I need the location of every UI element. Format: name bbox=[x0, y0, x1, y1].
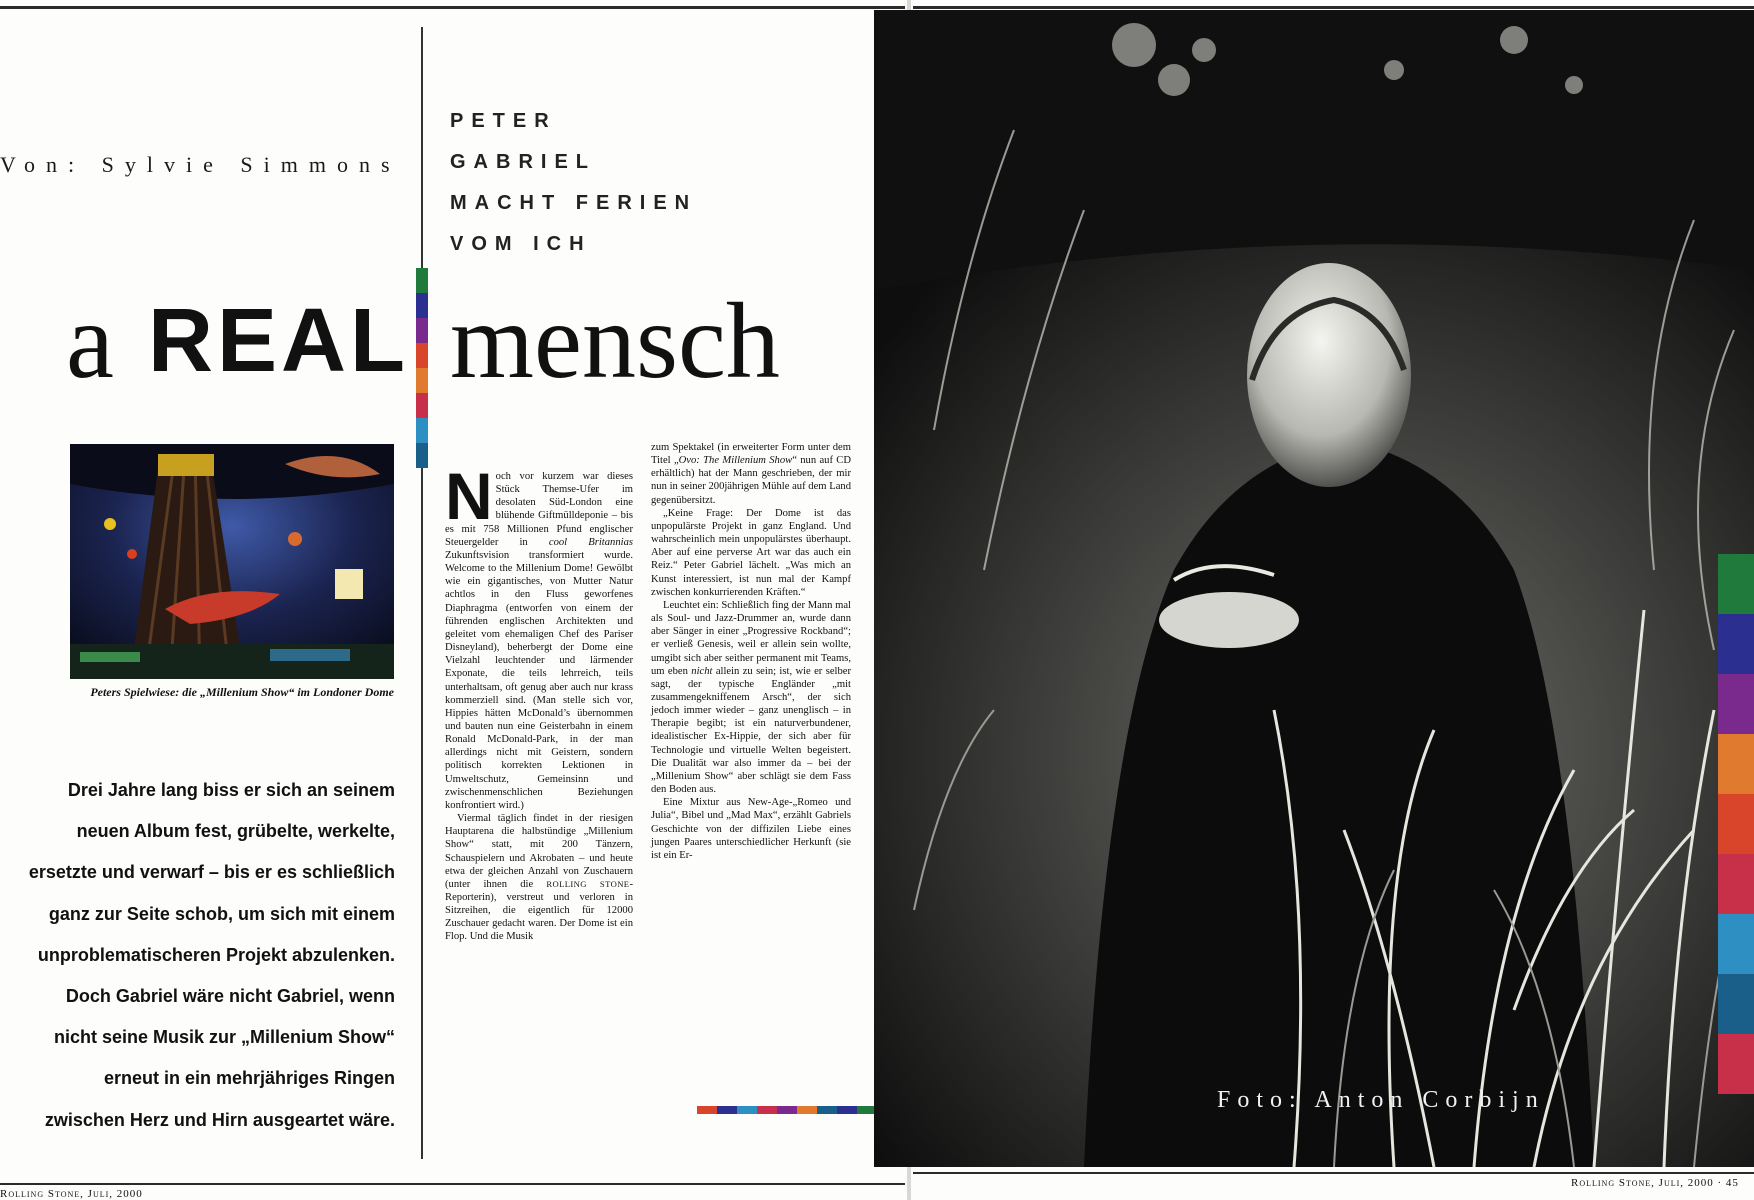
color-swatch bbox=[1718, 794, 1754, 854]
dome-show-photo bbox=[70, 444, 394, 679]
intro-line: neuen Album fest, grübelte, werkelte, bbox=[76, 821, 395, 842]
color-bar-vertical bbox=[416, 268, 428, 468]
color-swatch bbox=[1718, 614, 1754, 674]
article-column-2: zum Spektakel (in erweiterter Form unter dem Titel „Ovo: The Millenium Show“ nun auf CD erhältlich) hat der Mann geschrieben, der mir nun in seiner 200jährigen Mühle auf dem Land gegenübersitzt. „Keine Frage: Der Dome ist das unpopulärste Projekt in ganz England. Und wahrscheinlich mein unpopulärstes überhaupt. Aber auf eine perverse Art war das auch ein Reiz.“ Peter Gabriel lächelt. „Was mich an Kunst interessiert, ist nun mal der Kampf zwischen konkurrierenden Kräften.“ Leuchtet ein: Schließlich fing der Mann mal als Soul- und Jazz-Drummer an, wurde dann aber Sänger in einer „Progressive Rockband“; er verließ Genesis, weil er allein sein wollte, umgibt sich aber seither permanent mit Teams, um eben nicht allein zu sein; ist, wie er selber sagt, der typische Engländer „mit zusammengekniffenem Arsch“, der sich jedoch immer wieder – ganz unenglisch – in Therapie begibt; ist ein naturverbundener, idealistischer Ex-Hippie, der sich aber für Technologie und virtuelle Welten begeistert. Die Dualität war also immer da – bei der „Millenium Show“ aber schlägt sie dem Fass den Boden aus. Eine Mixtur aus New-Age-„Romeo und Julia“, Bibel und „Mad Max“, erzählt Gabriels Geschichte von der diffizilen Liebe eines jungen Paares unterschiedlicher Herkunft (sie ist ein Er- bbox=[651, 442, 852, 861]
color-swatch bbox=[1718, 914, 1754, 974]
color-swatch bbox=[837, 1106, 857, 1114]
photo-credit: Foto: Anton Corbijn bbox=[1217, 1087, 1545, 1113]
color-swatch bbox=[416, 343, 428, 368]
color-swatch bbox=[1718, 554, 1754, 614]
kicker-line-4: VOM ICH bbox=[450, 233, 592, 255]
intro-line: Drei Jahre lang biss er sich an seinem bbox=[67, 780, 395, 800]
drop-cap: N bbox=[445, 459, 493, 533]
headline-a: a bbox=[66, 282, 114, 401]
color-swatch bbox=[737, 1106, 757, 1114]
color-swatch bbox=[1718, 854, 1754, 914]
intro-line: erneut in ein mehrjähriges Ringen bbox=[103, 1068, 395, 1089]
kicker-line-1: PETER bbox=[450, 110, 557, 132]
color-swatch bbox=[1718, 974, 1754, 1034]
color-swatch bbox=[1718, 1034, 1754, 1094]
intro-line: unproblematischeren Projekt abzulenken. bbox=[37, 944, 395, 965]
color-bar-right bbox=[1718, 554, 1754, 1094]
intro-text bbox=[0, 770, 395, 1141]
intro-line: ganz zur Seite schob, um sich mit einem bbox=[48, 903, 395, 924]
photo-caption: Peters Spielwiese: die „Millenium Show“ im Londoner Dome bbox=[90, 685, 394, 699]
color-swatch bbox=[416, 418, 428, 443]
color-swatch bbox=[717, 1106, 737, 1114]
intro-line: Doch Gabriel wäre nicht Gabriel, wenn bbox=[65, 986, 395, 1007]
color-bar-horizontal bbox=[697, 1106, 877, 1114]
folio-right: Rolling Stone, Juli, 2000 · 45 bbox=[1571, 1177, 1739, 1189]
intro-line: zwischen Herz und Hirn ausgeartet wäre. bbox=[44, 1109, 395, 1130]
color-swatch bbox=[416, 318, 428, 343]
color-swatch bbox=[757, 1106, 777, 1114]
kicker-line-3: MACHT FERIEN bbox=[450, 192, 698, 214]
color-swatch bbox=[817, 1106, 837, 1114]
kicker-line-2: GABRIEL bbox=[450, 151, 596, 173]
intro-line: ersetzte und verwarf – bis er es schließlich bbox=[28, 862, 395, 883]
column-divider bbox=[421, 27, 423, 1159]
folio-left: Rolling Stone, Juli, 2000 bbox=[0, 1188, 143, 1200]
byline: Von: Sylvie Simmons bbox=[0, 152, 401, 177]
color-swatch bbox=[697, 1106, 717, 1114]
color-swatch bbox=[416, 393, 428, 418]
headline-mensch: mensch bbox=[450, 282, 780, 401]
headline-real: REAL bbox=[148, 291, 409, 391]
color-swatch bbox=[1718, 734, 1754, 794]
color-swatch bbox=[777, 1106, 797, 1114]
top-rule-right bbox=[913, 6, 1754, 9]
bottom-rule-left bbox=[0, 1183, 905, 1185]
color-swatch bbox=[416, 368, 428, 393]
top-rule-left bbox=[0, 6, 905, 9]
portrait-photo bbox=[874, 10, 1754, 1167]
color-swatch bbox=[416, 268, 428, 293]
color-swatch bbox=[416, 293, 428, 318]
intro-line: nicht seine Musik zur „Millenium Show“ bbox=[53, 1027, 395, 1048]
color-swatch bbox=[797, 1106, 817, 1114]
color-swatch bbox=[1718, 674, 1754, 734]
article-column-1: Noch vor kurzem war dieses Stück Themse-Ufer im desolaten Süd-London eine blühende Giftmülldeponie – bis es mit 758 Millionen Pfund englischer Steuergelder in cool Britannias Zukunftsvision transformiert wurde. Welcome to the Millenium Dome! Gewölbt wie ein gigantisches, von Mutter Natur achtlos in den Fluss geworfenes Diaphragma (entworfen von einem der führenden englischen Architekten und geleitet vom ehemaligen Chef des Pariser Disneyland), beherbergt der Dome eine Vielzahl leuchtender und lärmender Exponate, die teils lehrreich, teils unterhaltsam, oft genug aber auch nur krass kommerziell sind. (Man stelle sich vor, Hippies hätten McDonald’s übernommen und bauten nun eine Geisterbahn in einem Ronald McDonald-Park, in der man allerdings nicht mit Geistern, sondern politisch korrekten Lektionen in Umweltschutz, Gemeinsinn und zwischenmenschlichen Beziehungen konfrontiert wird.) Viermal täglich findet in der riesigen Hauptarena die halbstündige „Millenium Show“ statt, mit 200 Tänzern, Schauspielern und Akrobaten – und heute etwa der gleichen Anzahl von Zuschauern (unter ihnen die ROLLING STONE-Reporterin), verstreut und verloren in Sitzreihen, die eigentlich für 12000 Zuschauer gedacht waren. Der Dome ist ein Flop. Und die Musik bbox=[445, 459, 633, 943]
bottom-rule-right bbox=[913, 1172, 1754, 1174]
color-swatch bbox=[416, 443, 428, 468]
